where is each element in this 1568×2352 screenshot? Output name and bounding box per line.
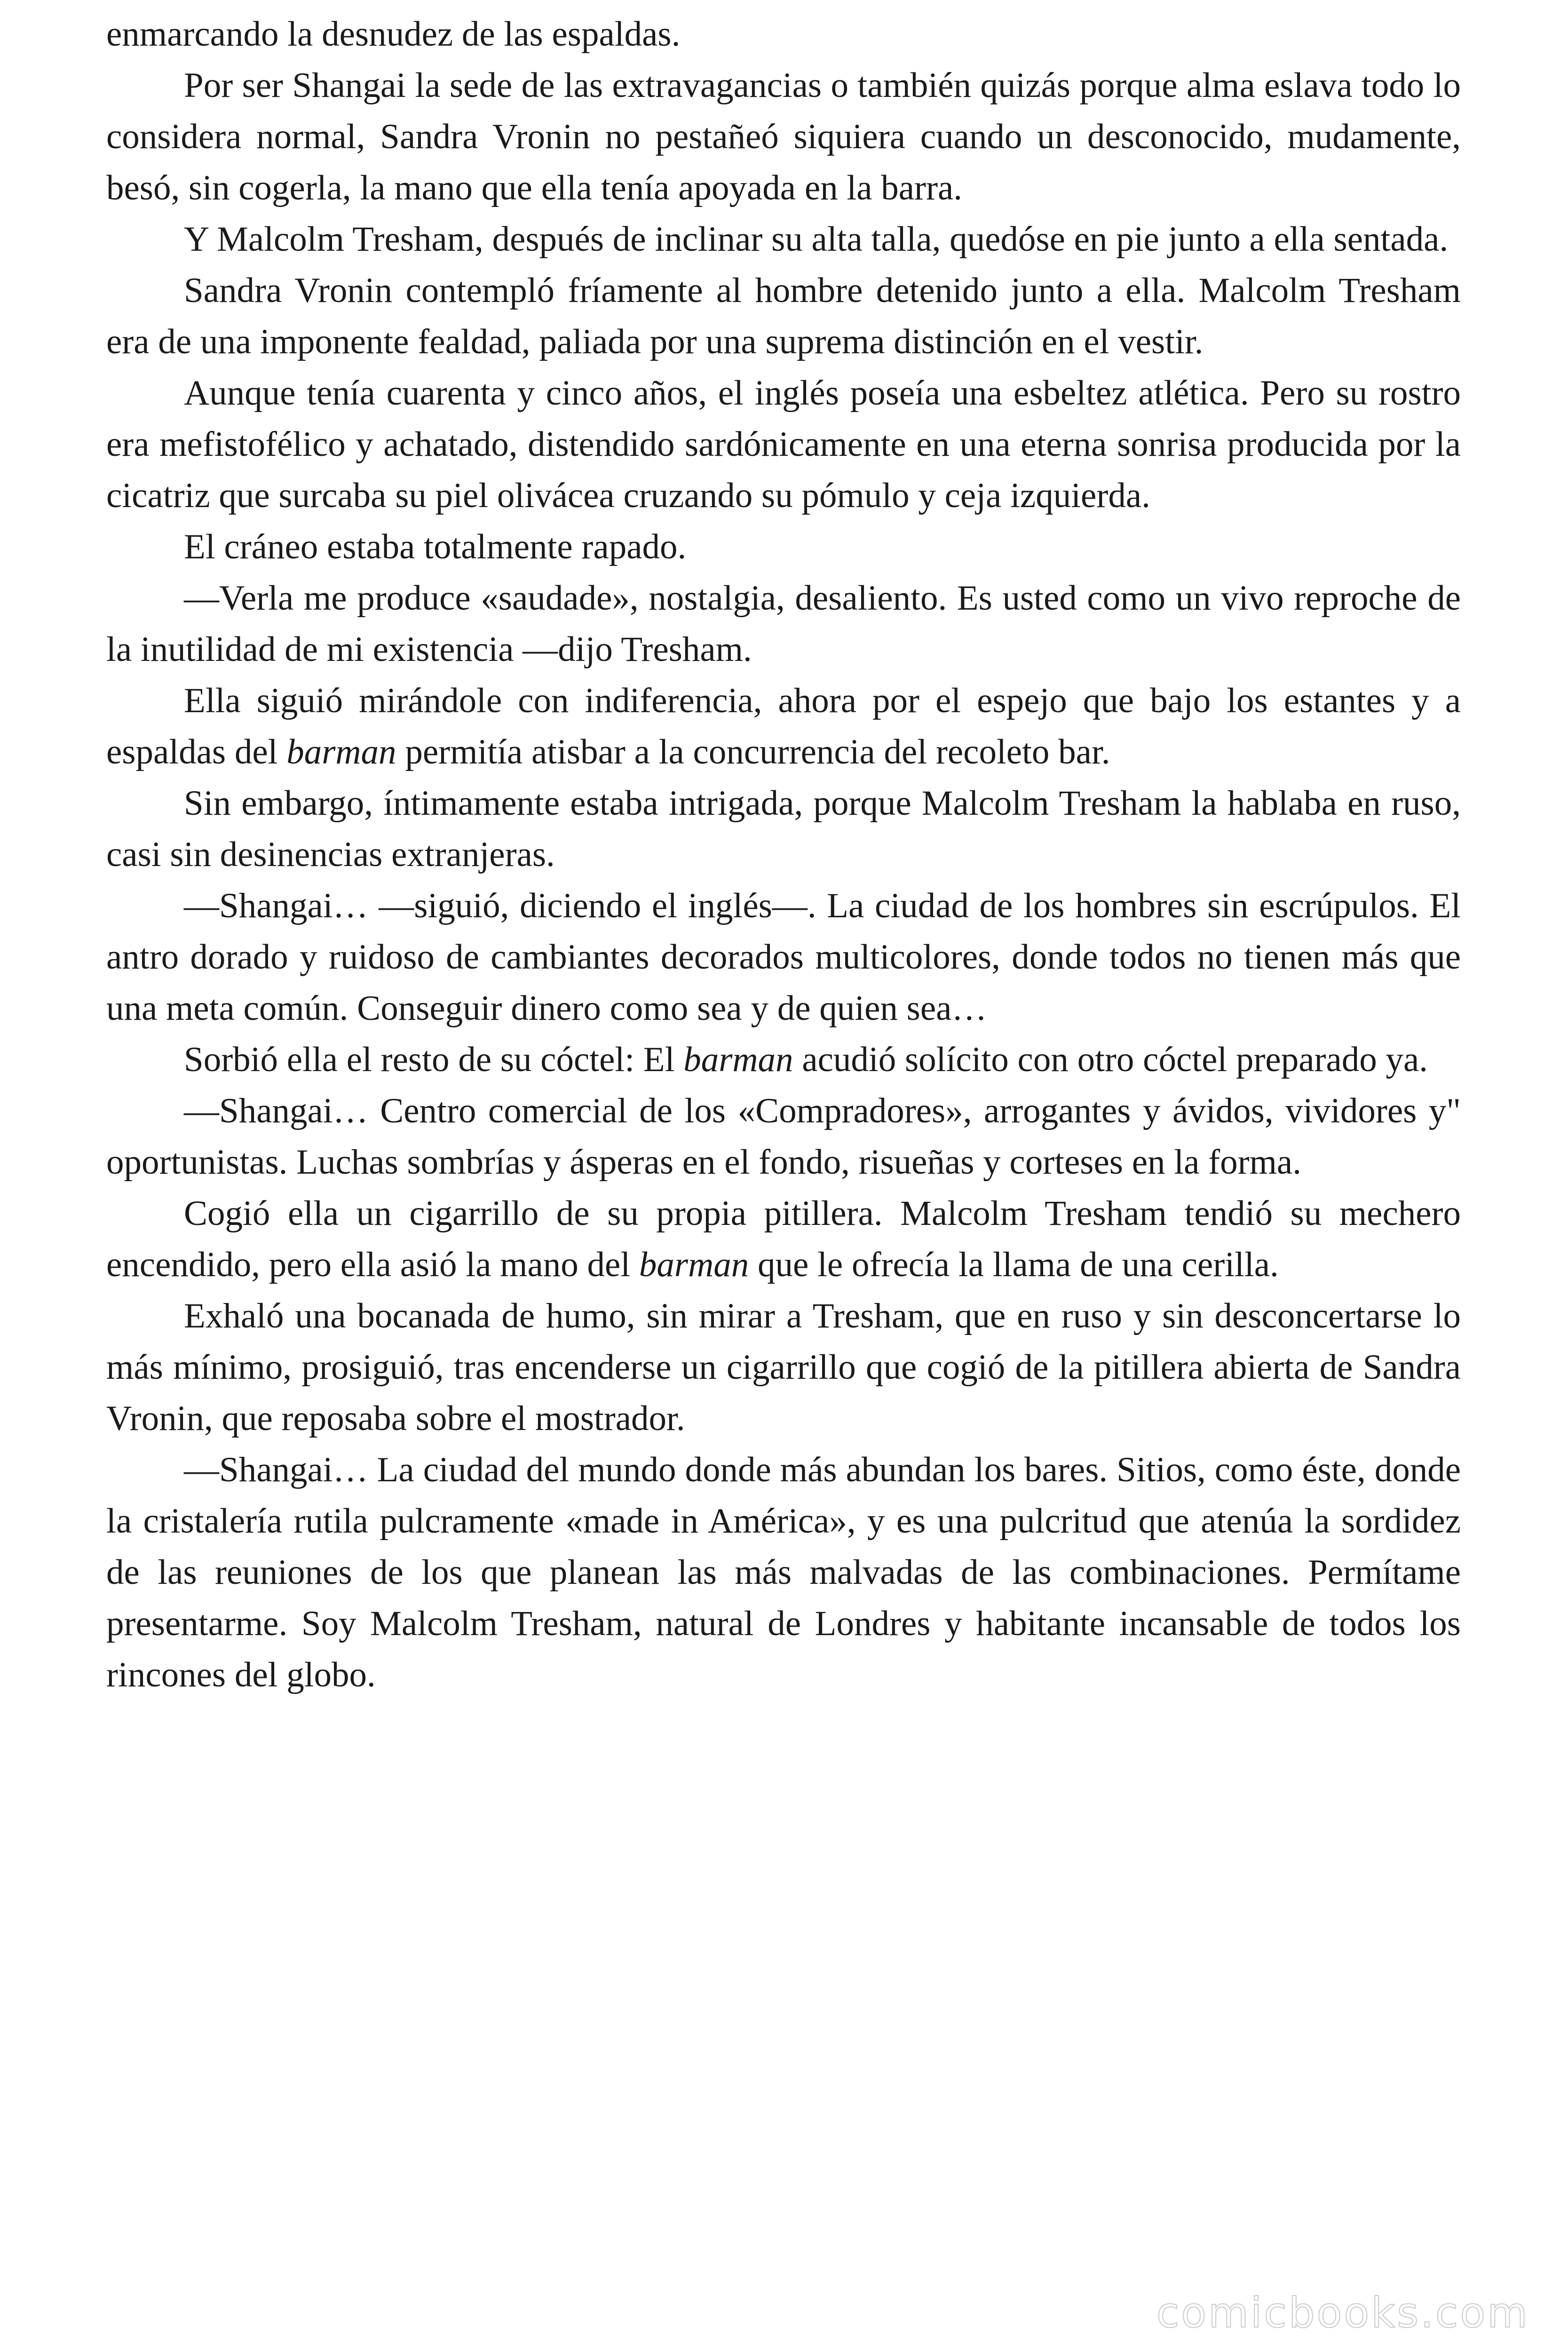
paragraph bbox=[106, 265, 1470, 367]
paragraph-text: enmarcando la desnudez de las espaldas. bbox=[106, 15, 681, 54]
paragraph-text: Sorbió ella el resto de su cóctel: El bbox=[184, 1040, 684, 1079]
paragraph bbox=[106, 880, 1470, 1034]
paragraph-text: Ella siguió mirándole con indiferencia, ahora por el espejo que bajo los estantes y a espaldas del bbox=[106, 681, 1470, 771]
italic-text: barman bbox=[683, 1040, 793, 1079]
paragraph-text: Y Malcolm Tresham, después de inclinar su alta talla, quedóse en pie junto a ella sentada. bbox=[184, 220, 1449, 259]
paragraph bbox=[106, 521, 1461, 572]
paragraph bbox=[106, 778, 1470, 880]
paragraph-text: Cogió ella un cigarrillo de su propia pitillera. Malcolm Tresham tendió su mechero encendido, pero ella asió la mano del bbox=[106, 1194, 1470, 1284]
paragraph-text: permitía atisbar a la concurrencia del recoleto bar. bbox=[396, 732, 1110, 771]
paragraph bbox=[106, 1034, 1461, 1085]
paragraph bbox=[106, 60, 1470, 214]
paragraph bbox=[106, 1290, 1470, 1444]
paragraph-text: Exhaló una bocanada de humo, sin mirar a Tresham, que en ruso y sin desconcertarse lo más mínimo, prosiguió, tras encenderse un cigarrillo que cogió de la pitillera abierta de Sandra Vronin, que reposaba sobre el mostrador. bbox=[106, 1296, 1470, 1438]
paragraph-text: —Shangai… La ciudad del mundo donde más abundan los bares. Sitios, como éste, donde la cristalería rutila pulcramente «made in América», y es una pulcritud que atenúa la sordidez de las reuniones de los que planean las más malvadas de las combinaciones. Permítame presentarme. Soy Malcolm Tresham, natural de Londres y habitante incansable de todos los rincones del globo. bbox=[106, 1450, 1470, 1694]
paragraph-text: acudió solícito con otro cóctel preparado ya. bbox=[793, 1040, 1428, 1079]
italic-text: barman bbox=[286, 732, 396, 771]
paragraph bbox=[106, 1444, 1470, 1700]
paragraph-text: —Shangai… Centro comercial de los «Compradores», arrogantes y ávidos, vividores y" oportunistas. Luchas sombrías y ásperas en el fondo, risueñas y corteses en la forma. bbox=[106, 1091, 1470, 1182]
paragraph-text: Sandra Vronin contempló fríamente al hombre detenido junto a ella. Malcolm Tresham era de una imponente fealdad, paliada por una suprema distinción en el vestir. bbox=[106, 271, 1470, 361]
paragraph-text: que le ofrecía la llama de una cerilla. bbox=[749, 1245, 1279, 1284]
paragraph-text: —Verla me produce «saudade», nostalgia, desaliento. Es usted como un vivo reproche de la inutilidad de mi existencia —dijo Tresham. bbox=[106, 579, 1470, 669]
paragraph bbox=[106, 1188, 1470, 1290]
paragraph-text: Sin embargo, íntimamente estaba intrigada, porque Malcolm Tresham la hablaba en ruso, casi sin desinencias extranjeras. bbox=[106, 784, 1470, 874]
paragraph-text: Por ser Shangai la sede de las extravagancias o también quizás porque alma eslava todo lo considera normal, Sandra Vronin no pestañeó siquiera cuando un desconocido, mudamente, besó, sin cogerla, la mano que ella tenía apoyada en la barra. bbox=[106, 66, 1470, 207]
paragraph bbox=[106, 8, 1461, 60]
paragraph-text: Aunque tenía cuarenta y cinco años, el inglés poseía una esbeltez atlética. Pero su rostro era mefistofélico y achatado, distendido sardónicamente en una eterna sonrisa producida por la cicatriz que surcaba su piel olivácea cruzando su pómulo y ceja izquierda. bbox=[106, 373, 1470, 515]
italic-text: barman bbox=[639, 1245, 749, 1284]
paragraph-text: —Shangai… —siguió, diciendo el inglés—. La ciudad de los hombres sin escrúpulos. El antro dorado y ruidoso de cambiantes decorados multicolores, donde todos no tienen más que una meta común. Conseguir dinero como sea y de quien sea… bbox=[106, 886, 1470, 1028]
paragraph bbox=[106, 675, 1470, 778]
paragraph bbox=[106, 214, 1461, 265]
book-page bbox=[106, 0, 1470, 2352]
page-text bbox=[106, 0, 1470, 1700]
paragraph bbox=[106, 367, 1470, 521]
watermark-logo: comicbooks.com bbox=[1156, 2288, 1529, 2337]
paragraph bbox=[106, 1085, 1470, 1188]
paragraph bbox=[106, 572, 1470, 675]
paragraph-text: El cráneo estaba totalmente rapado. bbox=[184, 527, 687, 566]
